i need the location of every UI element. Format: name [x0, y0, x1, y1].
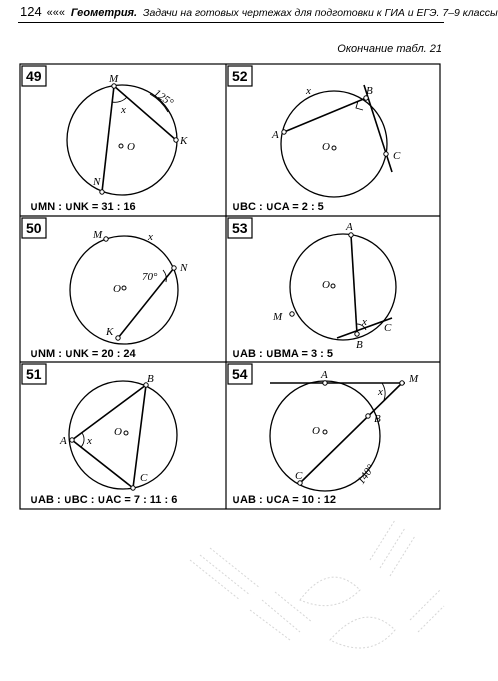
- label-m: M: [409, 373, 419, 385]
- label-x: x: [121, 104, 126, 116]
- arc-ratio: ∪AB : ∪BC : ∪AC = 7 : 11 : 6: [30, 494, 178, 506]
- angle-label: 140°: [355, 462, 378, 487]
- label-o: O: [312, 425, 320, 437]
- label-b: B: [356, 339, 363, 351]
- watermark: [190, 520, 444, 648]
- label-k: K: [180, 135, 188, 147]
- problem-50: [22, 218, 188, 360]
- label-x: x: [148, 231, 153, 243]
- problem-54: [228, 364, 419, 506]
- table-frame: [20, 64, 440, 509]
- label-o: O: [322, 141, 330, 153]
- label-c: C: [393, 150, 401, 162]
- label-a: A: [346, 221, 353, 233]
- label-o: O: [127, 141, 135, 153]
- label-b: B: [366, 85, 373, 97]
- problem-51: [22, 364, 177, 506]
- arc-ratio: ∪NM : ∪NK = 20 : 24: [30, 348, 136, 360]
- circle: [290, 234, 396, 340]
- angle-arc: [81, 433, 84, 447]
- label-x: x: [378, 386, 383, 398]
- label-a: A: [272, 129, 279, 141]
- label-c: C: [384, 322, 392, 334]
- problem-52: [228, 66, 401, 213]
- label-b: B: [147, 373, 154, 385]
- problem-number: 54: [232, 366, 248, 382]
- angle-label: 70°: [142, 271, 158, 283]
- book-title: Геометрия.: [70, 7, 138, 19]
- label-x: x: [306, 85, 311, 97]
- points: [70, 383, 148, 490]
- arc-ratio: ∪AB : ∪BMA = 3 : 5: [232, 348, 333, 360]
- problem-number: 52: [232, 68, 248, 84]
- label-n: N: [93, 176, 101, 188]
- label-c: C: [140, 472, 148, 484]
- arc-ratio: ∪BC : ∪CA = 2 : 5: [232, 201, 324, 213]
- header-guillemet: «««: [46, 7, 65, 19]
- label-c: C: [295, 470, 303, 482]
- label-b: B: [374, 413, 381, 425]
- label-x: x: [362, 316, 367, 328]
- label-m: M: [93, 229, 103, 241]
- problem-number: 49: [26, 68, 42, 84]
- label-m: M: [273, 311, 283, 323]
- problem-number: 53: [232, 220, 248, 236]
- arc-ratio: ∪MN : ∪NK = 31 : 16: [30, 201, 136, 213]
- label-k: K: [106, 326, 114, 338]
- problem-number: 51: [26, 366, 42, 382]
- page-number: 124: [20, 4, 42, 19]
- lines: [284, 85, 392, 172]
- problem-49: [22, 66, 188, 213]
- label-o: O: [113, 283, 121, 295]
- book-subtitle: Задачи на готовых чертежах для подготовки к ГИА и ЕГЭ. 7–9 классы: [143, 7, 498, 19]
- circle: [69, 381, 177, 489]
- label-m: M: [109, 73, 119, 85]
- problem-number: 50: [26, 220, 42, 236]
- table-continuation: Окончание табл. 21: [337, 43, 442, 55]
- label-o: O: [322, 279, 330, 291]
- label-x: x: [87, 435, 92, 447]
- angle-label: 125°: [151, 87, 176, 110]
- arc-ratio: ∪AB : ∪CA = 10 : 12: [232, 494, 337, 506]
- angle-arc: [112, 97, 127, 102]
- problem-53: [228, 218, 396, 360]
- label-a: A: [60, 435, 67, 447]
- label-a: A: [321, 369, 328, 381]
- triangle: [72, 385, 146, 488]
- label-o: O: [114, 426, 122, 438]
- label-n: N: [180, 262, 188, 274]
